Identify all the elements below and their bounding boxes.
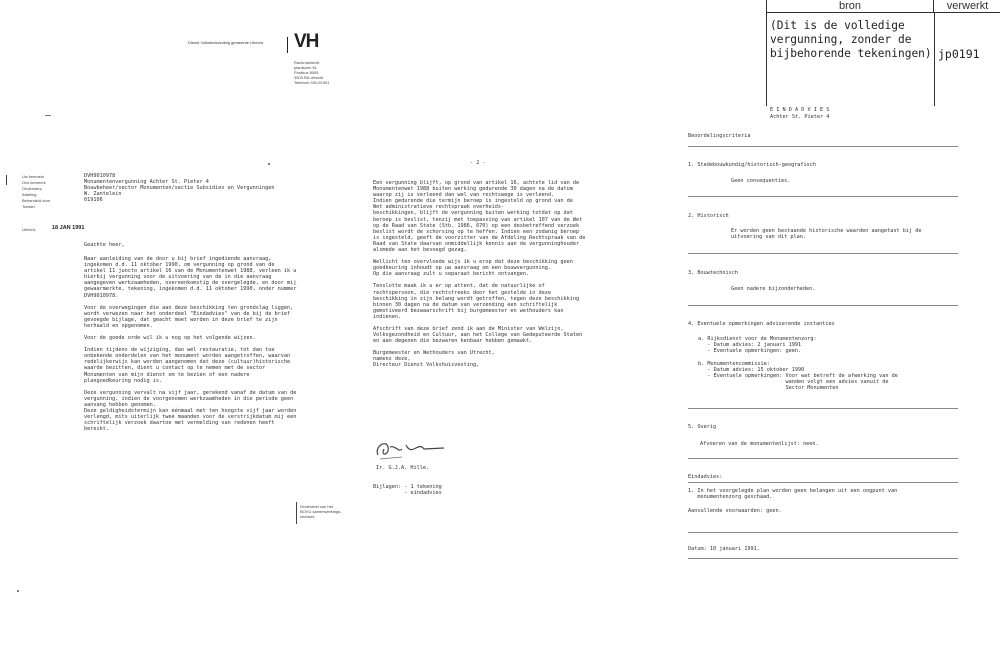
divider xyxy=(688,253,958,254)
archive-code: jp0191 xyxy=(938,47,980,61)
eindadvies-subtitle: Achter St. Pieter 4 xyxy=(770,114,830,120)
divider xyxy=(688,146,958,147)
attachments: Bijlagen: - 1 tekening - eindadvies xyxy=(373,484,442,497)
section-3-title: 3. Bouwtechnisch xyxy=(688,270,738,276)
fold-mark xyxy=(45,115,51,116)
final-text: 1. In het voorgelegde plan worden geen belangen uit een oogpunt van monumentenzorg geschaad. xyxy=(688,488,898,501)
paragraph: Wellicht ten overvloede wijs ik u erop dat deze beschikking geen goedkeuring inhoudt op uw aanvraag om een bouwvergunning. Op die aanvraag zult u separaat bericht ontvangen. xyxy=(373,259,573,278)
divider xyxy=(688,532,958,533)
meta-labels: Uw kenmerk Ons kenmerk Onderwerp Afdeling Behandeld door Toestel xyxy=(22,174,51,209)
section-3-text: Geen nadere bijzonderheden. xyxy=(731,286,816,292)
eindadvies-title: E I N D A D V I E S xyxy=(770,107,830,113)
paragraph: Voor de goede orde wil ik u nog op het volgende wijzen. xyxy=(84,335,256,342)
paragraph: Naar aanleiding van de door u bij brief ingediende aanvraag, ingekomen d.d. 11 oktober 1990, om vergunning op grond van de artikel 11 juncto artikel 16 van de Monumentenwet 1988, verleen ik u hierbij vergunning voor de uitvoering van de in die aanvraag aangegeven werkzaamheden, overeenkomstig de overgelegde, en door mij gewaarmerkte, tekening, ingekomen d.d. 11 oktober 1990, onder nummer DVH9010978. xyxy=(84,256,297,299)
paragraph: Afschrift van deze brief zend ik aan de Minister van Welzijn, Volksgezondheid en Cultuur, aan het College van Gedeputeerde Staten en aan degenen die bezwaren kenbaar hebben gemaakt. xyxy=(373,325,583,345)
archive-stamp-box xyxy=(766,0,1000,106)
final-heading: Eindadvies: xyxy=(688,474,723,480)
place-label: Utrecht, xyxy=(22,227,37,232)
letter-page2-body xyxy=(373,180,585,375)
section-4a: a. Rijksdienst voor de Monumentenzorg: - Datum advies: 2 januari 1991 - Eventuele opmerkingen: geen. xyxy=(698,336,817,355)
signature xyxy=(372,435,452,463)
section-2-title: 2. Historisch xyxy=(688,213,729,219)
verwerkt-header xyxy=(934,0,1000,13)
organization-name: Dienst Volkshuisvesting gemeente Utrecht xyxy=(188,40,263,45)
section-1-text: Geen consequenties. xyxy=(731,178,791,184)
salutation: Geachte heer, xyxy=(84,242,125,248)
paragraph: Een vergunning blijft, op grond van artikel 16, achtste lid van de Monumentenwet 1988 buiten werking gedurende 30 dagen na de datum waarop zij is verleend dan wel van rechtswege is verleend. Indien gedurende die termijn beroep is ingesteld op grond van de Wet administratieve rechtspraak overheids- beschikkingen, blijft de vergunning buiten werking totdat op dat beroep is beslist, tenzij met toepassing van artikel 107 van de Wet op de Raad van State (Stb. 1986, 670) op een desbetreffend verzoek beslist wordt de schorsing op te heffen. Indien een zodanig beroep is ingesteld, geeft de voorzitter van de Afdeling Rechtspraak van de Raad van State daarvan onmiddellijk kennis aan de vergunninghouder alsmede aan het bevoegd gezag. xyxy=(373,180,586,254)
organization-address: Rachmaninoff- plantsoen 61 Postbus 8005 3503 RA Utrecht Telefoon 030-91901 xyxy=(294,60,330,85)
paragraph: Deze vergunning vervalt na vijf jaar, gerekend vanaf de datum van de vergunning, indien de voorgenomen werkzaamheden in die periode geen aanvang hebben genomen. Deze geldigheidstermijn kan éénmaal met ten hoogste vijf jaar worden verlengd, mits uiterlijk twee maanden voor de verstrijkdatum mij een schriftelijk verzoek daartoe met vermelding van redenen heeft bereikt. xyxy=(84,389,297,433)
verwerkt-label: verwerkt xyxy=(946,0,989,12)
bron-label: bron xyxy=(838,0,862,12)
divider xyxy=(688,408,958,409)
speck xyxy=(17,590,19,592)
page-number: - 2 - xyxy=(470,160,486,166)
paragraph: Tenslotte maak ik u er op attent, dat de natuurlijke of rechtspersoon, die rechtstreeks door het gestelde in deze beschikking in zijn belang wordt getroffen, tegen deze beschikking binnen 30 dagen na de datum van verzending een schriftelijk gemotiveerd bezwaarschrift bij burgemeester en wethouders kan indienen. xyxy=(373,283,580,320)
meta-values: DVH9010978 Monumentenvergunning Achter St. Pieter 4 Bouwbeheer/sector Monumenten/sectie Subsidies en Vergunningen W. Zantelein 019106 xyxy=(84,173,275,204)
archive-note: (Dit is de volledige vergunning, zonder de bijbehorende tekeningen) xyxy=(770,19,932,60)
section-5-text: Afvoeren van de monumentenlijst: neen. xyxy=(700,441,819,447)
speck xyxy=(268,163,270,165)
closing: Burgemeester en Wethouders van Utrecht, namens deze, Directeur Dienst Volkshuisvesting, xyxy=(373,350,495,369)
verwerkt-divider xyxy=(934,13,935,106)
criteria-heading: Beoordelingscriteria xyxy=(688,133,751,139)
letter-page1-body xyxy=(84,256,296,438)
divider xyxy=(688,558,958,559)
section-2-text: Er worden geen bestaande historische waarden aangetast bij de uitvoering van dit plan. xyxy=(731,228,922,241)
signatory: Ir. G.J.A. Hille. xyxy=(376,465,430,471)
paragraph: Voor de overwegingen die aan deze beschikking ten grondslag liggen, wordt verwezen naar het onderdeel "Eindadvies" van de bij de brief gevoegde bijlage, dat geacht moet worden in deze brief te zijn herhaald en opgenomen. xyxy=(84,304,294,329)
extra-conditions: Aanvullende voorwaarden: geen. xyxy=(688,508,782,514)
section-4-title: 4. Eventuele opmerkingen adviserende instanties xyxy=(688,321,835,327)
letter-date: 18 JAN 1991 xyxy=(52,225,85,231)
bron-header xyxy=(767,0,934,13)
divider xyxy=(688,305,958,306)
footer-bar xyxy=(296,502,297,524)
divider xyxy=(688,482,958,483)
section-5-title: 5. Overig xyxy=(688,424,717,430)
divider xyxy=(688,458,958,459)
footer-org: Onderdeel van het BOVU samenwerkings- verband xyxy=(300,504,342,519)
section-1-title: 1. Stedebouwkundig/historisch-geografisch xyxy=(688,162,817,168)
logo-divider xyxy=(287,37,288,53)
paragraph: Indien tijdens de wijziging, dan wel restauratie, tot dan toe onbekende onderdelen van het monument worden aangetroffen, waarvan redelijkerwijs kan worden aangenomen dat deze (cultuur)historische waarde bezitten, dient u contact op te nemen met de sector Monumenten van mijn dienst om te bezien of een nadere plangoedkeuring nodig is. xyxy=(84,347,291,384)
section-4b: b. Monumentencommissie: - Datum advies: 15 oktober 1990 - Eventuele opmerkingen: Voor wat betreft de afwerking van de wanden volgt een advies vanuit de Sector Monumenten xyxy=(698,361,898,392)
divider xyxy=(688,196,958,197)
margin-mark xyxy=(6,175,7,185)
advice-date: Datum: 10 januari 1991. xyxy=(688,546,760,552)
vh-logo: VH xyxy=(294,31,319,52)
